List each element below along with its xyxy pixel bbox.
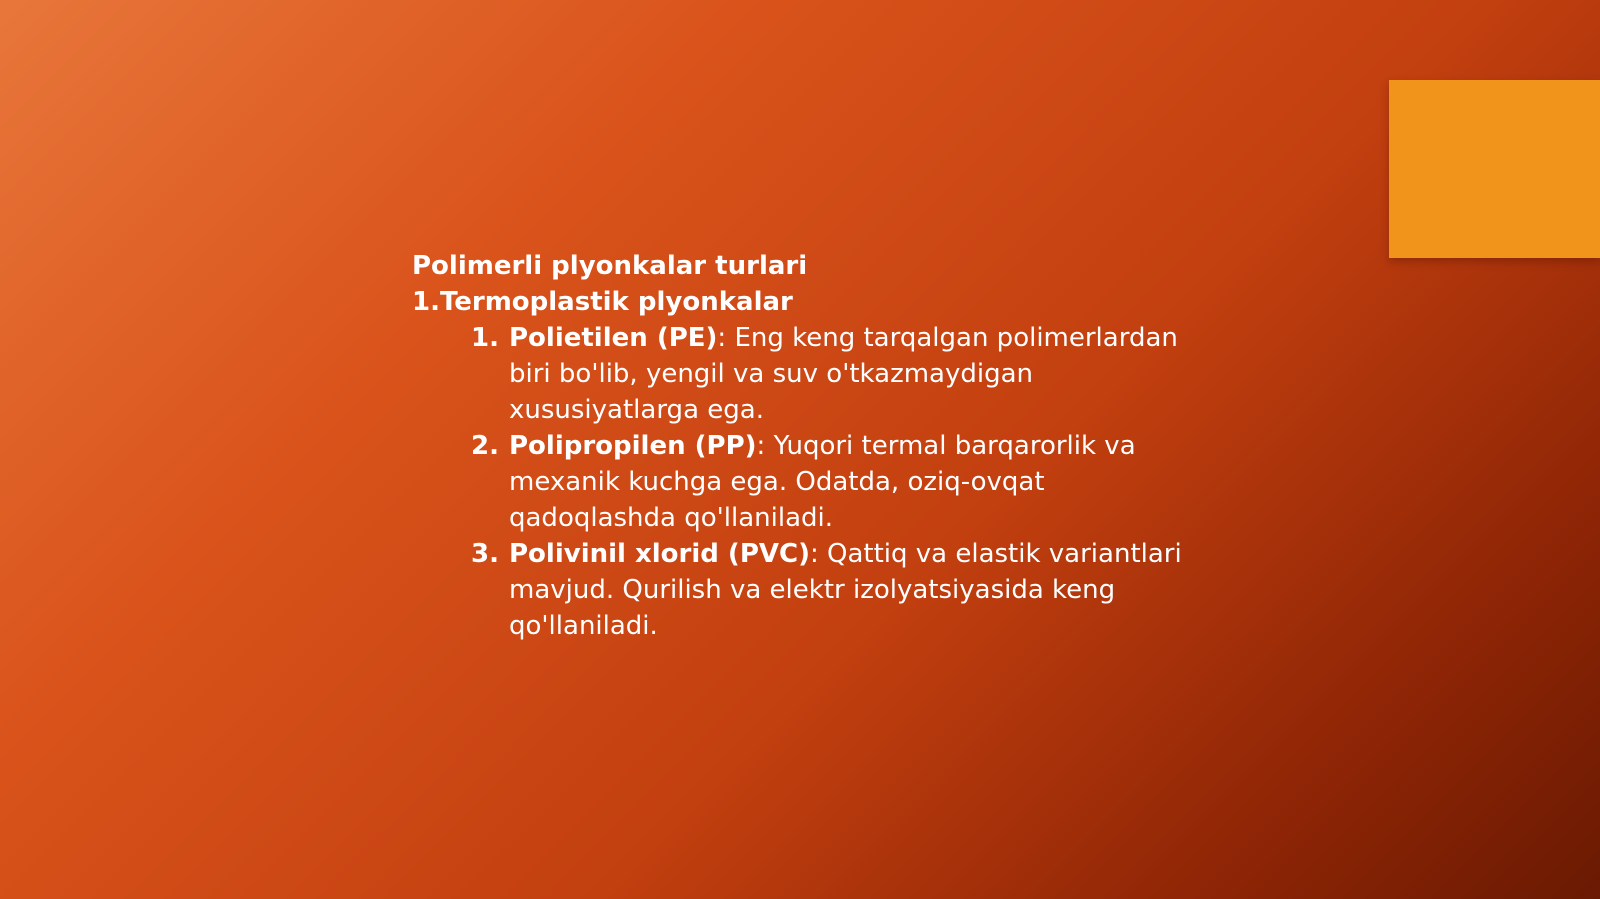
list-item-description: Eng keng tarqalgan polimerlardan biri bo'lib, yengil va suv o'tkazmaydigan xususiyatlarga ega. xyxy=(509,323,1178,425)
list-item-term: Polivinil xlorid (PVC) xyxy=(509,539,810,569)
list-item-pvc xyxy=(412,536,1212,644)
list-item-term: Polietilen (PE) xyxy=(509,323,718,353)
polymer-list xyxy=(412,320,1212,644)
list-item-description: Qattiq va elastik variantlari mavjud. Qurilish va elektr izolyatsiyasida keng qo'llaniladi. xyxy=(509,539,1182,641)
list-item-description: Yuqori termal barqarorlik va mexanik kuchga ega. Odatda, oziq-ovqat qadoqlashda qo'llaniladi. xyxy=(509,431,1136,533)
list-item-separator: : xyxy=(717,323,735,353)
list-item-separator: : xyxy=(756,431,774,461)
slide-title: Polimerli plyonkalar turlari xyxy=(412,251,808,281)
section-heading: 1.Termoplastik plyonkalar xyxy=(412,287,793,317)
list-item-separator: : xyxy=(809,539,827,569)
list-item-term: Polipropilen (PP) xyxy=(509,431,757,461)
accent-rectangle xyxy=(1389,80,1600,258)
list-item-pp xyxy=(412,428,1212,536)
list-item-number: 1. xyxy=(471,323,499,353)
list-item-number: 3. xyxy=(471,539,499,569)
list-item-pe xyxy=(412,320,1212,428)
list-item-number: 2. xyxy=(471,431,499,461)
slide-content xyxy=(412,248,1212,644)
